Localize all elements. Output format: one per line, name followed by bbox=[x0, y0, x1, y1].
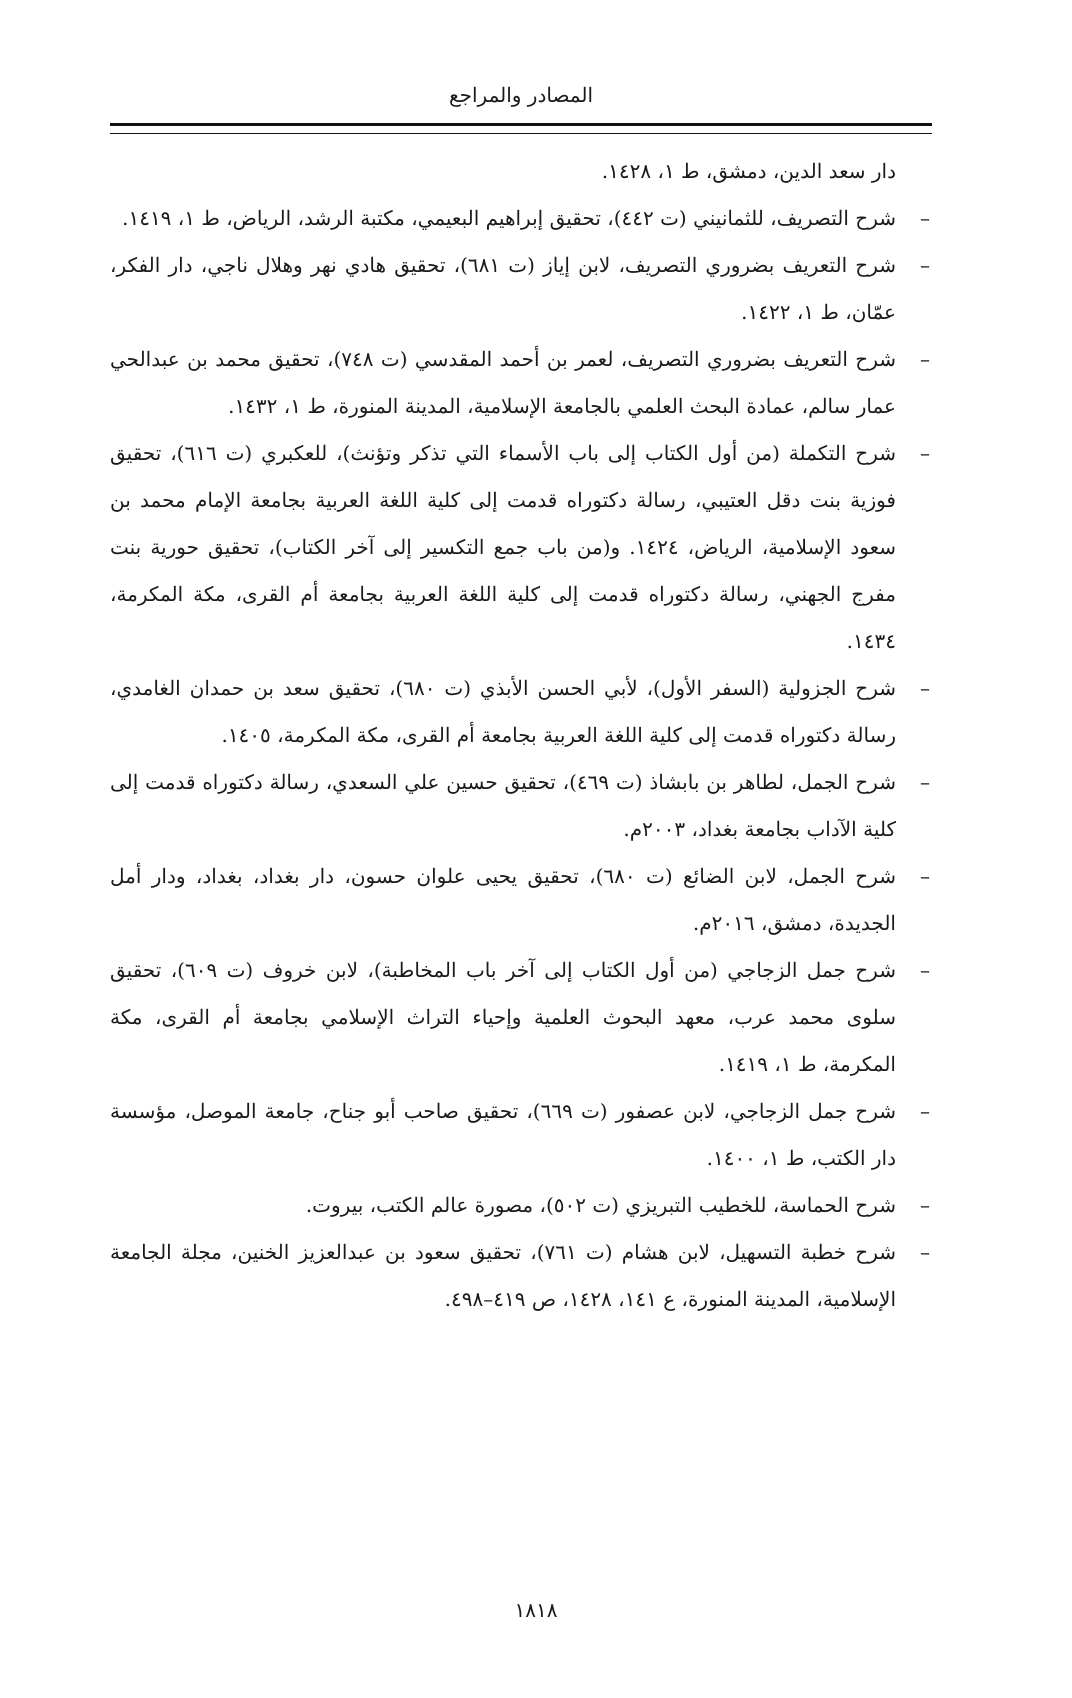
entry-text: شرح التصريف، للثمانيني (ت ٤٤٢)، تحقيق إبراهيم البعيمي، مكتبة الرشد، الرياض، ط ١، ١٤١٩. bbox=[122, 206, 896, 230]
entry-text: شرح جمل الزجاجي، لابن عصفور (ت ٦٦٩)، تحقيق صاحب أبو جناح، جامعة الموصل، مؤسسة دار الكتب، ط ١، ١٤٠٠. bbox=[110, 1099, 897, 1170]
bibliography-entry bbox=[110, 195, 932, 242]
bibliography-entry bbox=[110, 430, 932, 665]
entry-dash: – bbox=[920, 206, 930, 230]
entry-dash: – bbox=[920, 441, 930, 465]
entry-text: شرح الجمل، لابن الضائع (ت ٦٨٠)، تحقيق يحيى علوان حسون، دار بغداد، بغداد، ودار أمل الجديدة، دمشق، ٢٠١٦م. bbox=[110, 864, 897, 935]
entry-dash: – bbox=[920, 1099, 930, 1123]
entry-dash: – bbox=[920, 253, 930, 277]
bibliography-entry bbox=[110, 336, 932, 430]
entry-text: شرح التعريف بضروري التصريف، لعمر بن أحمد المقدسي (ت ٧٤٨)، تحقيق محمد بن عبدالحي عمار سالم، عمادة البحث العلمي بالجامعة الإسلامية، المدينة المنورة، ط ١، ١٤٣٢. bbox=[110, 347, 897, 418]
entry-dash: – bbox=[920, 347, 930, 371]
entry-text: شرح جمل الزجاجي (من أول الكتاب إلى آخر باب المخاطبة)، لابن خروف (ت ٦٠٩)، تحقيق سلوى محمد عرب، معهد البحوث العلمية وإحياء التراث الإسلامي بجامعة أم القرى، مكة المكرمة، ط ١، ١٤١٩. bbox=[110, 958, 896, 1076]
entry-text: شرح الجزولية (السفر الأول)، لأبي الحسن الأبذي (ت ٦٨٠)، تحقيق سعد بن حمدان الغامدي، رسالة دكتوراه قدمت إلى كلية اللغة العربية بجامعة أم القرى، مكة المكرمة، ١٤٠٥. bbox=[110, 676, 897, 747]
entry-text: شرح الحماسة، للخطيب التبريزي (ت ٥٠٢)، مصورة عالم الكتب، بيروت. bbox=[305, 1193, 896, 1217]
continued-entry-text: دار سعد الدين، دمشق، ط ١، ١٤٢٨. bbox=[601, 159, 896, 183]
bibliography-entry bbox=[110, 759, 932, 853]
entry-dash: – bbox=[920, 958, 930, 982]
bibliography-list bbox=[110, 148, 932, 1323]
entry-dash: – bbox=[920, 1240, 930, 1264]
entry-dash: – bbox=[920, 770, 930, 794]
header-rule-thick bbox=[110, 123, 932, 126]
bibliography-entry bbox=[110, 947, 932, 1088]
entry-text: شرح التعريف بضروري التصريف، لابن إياز (ت ٦٨١)، تحقيق هادي نهر وهلال ناجي، دار الفكر، عمّان، ط ١، ١٤٢٢. bbox=[110, 253, 896, 324]
entry-dash: – bbox=[920, 864, 930, 888]
bibliography-entry bbox=[110, 242, 932, 336]
entry-text: شرح التكملة (من أول الكتاب إلى باب الأسماء التي تذكر وتؤنث)، للعكبري (ت ٦١٦)، تحقيق فوزية بنت دقل العتيبي، رسالة دكتوراه قدمت إلى كلية اللغة العربية بجامعة الإمام محمد بن سعود الإسلامية، الرياض، ١٤٢٤. و(من باب جمع التكسير إلى آخر الكتاب)، تحقيق حورية بنت مفرج الجهني، رسالة دكتوراه قدمت إلى كلية اللغة العربية بجامعة أم القرى، مكة المكرمة، ١٤٣٤. bbox=[110, 441, 896, 653]
entry-dash: – bbox=[920, 676, 930, 700]
page-number: ١٨١٨ bbox=[514, 1598, 558, 1622]
entry-dash: – bbox=[920, 1193, 930, 1217]
running-header: المصادر والمراجع bbox=[448, 83, 594, 107]
bibliography-entry bbox=[110, 1088, 932, 1182]
bibliography-entry bbox=[110, 1182, 932, 1229]
bibliography-entry bbox=[110, 853, 932, 947]
header-rule-thin bbox=[110, 133, 932, 134]
entry-text: شرح الجمل، لطاهر بن بابشاذ (ت ٤٦٩)، تحقيق حسين علي السعدي، رسالة دكتوراه قدمت إلى كلية الآداب بجامعة بغداد، ٢٠٠٣م. bbox=[110, 770, 896, 841]
entry-text: شرح خطبة التسهيل، لابن هشام (ت ٧٦١)، تحقيق سعود بن عبدالعزيز الخنين، مجلة الجامعة الإسلامية، المدينة المنورة، ع ١٤١، ١٤٢٨، ص ٤١٩–٤٩٨. bbox=[110, 1240, 897, 1311]
bibliography-entry bbox=[110, 1229, 932, 1323]
bibliography-entry bbox=[110, 665, 932, 759]
